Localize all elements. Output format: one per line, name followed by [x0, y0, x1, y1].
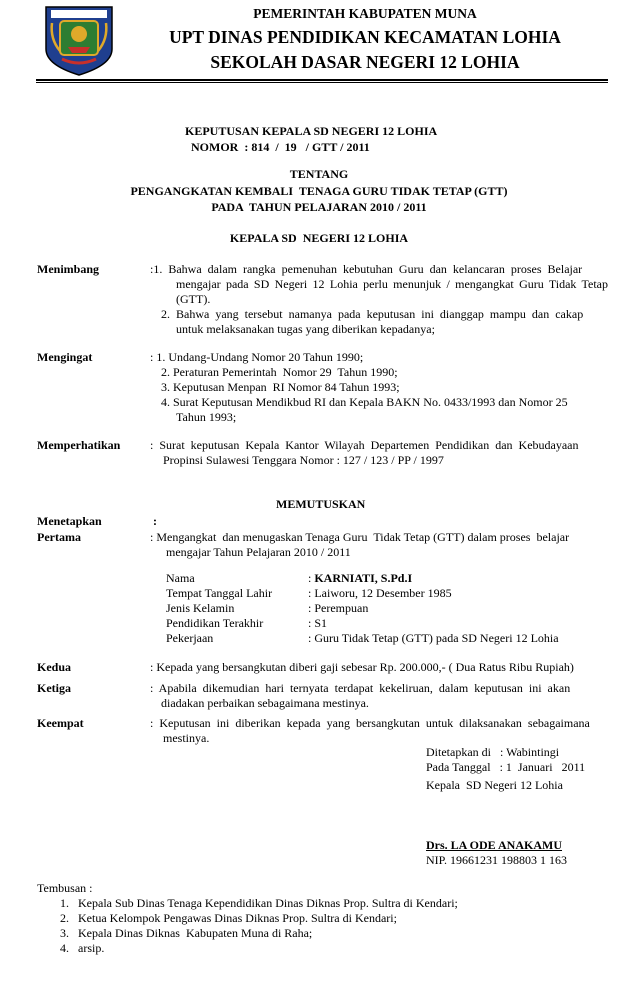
memperhatikan-text: : Surat keputusan Kepala Kantor Wilayah Departemen Pendidikan dan Kebudayaan [150, 438, 579, 452]
keempat-text: : Keputusan ini diberikan kepada yang bersangkutan untuk dilaksanakan sebagaimana [150, 716, 590, 730]
ketiga-label: Ketiga [37, 681, 71, 695]
memutuskan-heading: MEMUTUSKAN [276, 497, 366, 511]
ketiga-text-cont: diadakan perbaikan sebagaimana mestinya. [161, 696, 369, 710]
menimbang-item-2: 2. Bahwa yang tersebut namanya pada keputusan ini dianggap mampu dan cakap [161, 307, 584, 321]
menimbang-item-2-cont: untuk melaksanakan tugas yang diberikan kepadanya; [176, 322, 435, 336]
pendidikan-label: Pendidikan Terakhir [166, 616, 264, 630]
tembusan-item: 3. Kepala Dinas Diknas Kabupaten Muna di Raha; [60, 926, 313, 940]
header-government: PEMERINTAH KABUPATEN MUNA [253, 6, 477, 21]
signature-place: Ditetapkan di : Wabintingi [426, 745, 560, 759]
mengingat-item-1: : 1. Undang-Undang Nomor 20 Tahun 1990; [150, 350, 364, 364]
pekerjaan-label: Pekerjaan [166, 631, 214, 645]
menetapkan-colon: : [153, 514, 157, 528]
tembusan-item: 2. Ketua Kelompok Pengawas Dinas Diknas Prop. Sultra di Kendari; [60, 911, 397, 925]
signatory-nip: NIP. 19661231 198803 1 163 [426, 853, 568, 867]
subject-line-2: PADA TAHUN PELAJARAN 2010 / 2011 [211, 200, 427, 214]
tembusan-item: 1. Kepala Sub Dinas Tenaga Kependidikan Dinas Diknas Prop. Sultra di Kendari; [60, 896, 458, 910]
header-divider-thin [36, 82, 608, 83]
keempat-label: Keempat [37, 716, 84, 730]
pendidikan-value: : S1 [308, 616, 328, 630]
mengingat-item-4: 4. Surat Keputusan Mendikbud RI dan Kepala BAKN No. 0433/1993 dan Nomor 25 [161, 395, 568, 409]
subject-line-1: PENGANGKATAN KEMBALI TENAGA GURU TIDAK TETAP (GTT) [130, 184, 508, 198]
menimbang-item-1: :1. Bahwa dalam rangka pemenuhan kebutuhan Guru dan kelancaran proses Belajar [150, 262, 583, 276]
mengingat-label: Mengingat [37, 350, 93, 364]
kedua-label: Kedua [37, 660, 72, 674]
tembusan-label: Tembusan : [37, 881, 93, 895]
decree-number: NOMOR : 814 / 19 / GTT / 2011 [191, 140, 370, 154]
jk-label: Jenis Kelamin [166, 601, 235, 615]
header-office: UPT DINAS PENDIDIKAN KECAMATAN LOHIA [169, 27, 561, 47]
tembusan-item: 4. arsip. [60, 941, 105, 955]
kedua-text: : Kepada yang bersangkutan diberi gaji sebesar Rp. 200.000,- ( Dua Ratus Ribu Rupiah) [150, 660, 574, 674]
header-divider [36, 79, 608, 81]
mengingat-item-4-cont: Tahun 1993; [176, 410, 237, 424]
memperhatikan-text-cont: Propinsi Sulawesi Tenggara Nomor : 127 / 123 / PP / 1997 [163, 453, 444, 467]
ttl-label: Tempat Tanggal Lahir [166, 586, 273, 600]
pertama-label: Pertama [37, 530, 81, 544]
ttl-value: : Laiworu, 12 Desember 1985 [308, 586, 452, 600]
signatory-name: Drs. LA ODE ANAKAMU [426, 838, 563, 852]
decree-title: KEPUTUSAN KEPALA SD NEGERI 12 LOHIA [185, 124, 438, 138]
mengingat-item-2: 2. Peraturan Pemerintah Nomor 29 Tahun 1990; [161, 365, 398, 379]
nama-label: Nama [166, 571, 195, 585]
signature-date: Pada Tanggal : 1 Januari 2011 [426, 760, 586, 774]
menimbang-item-1-cont: mengajar pada SD Negeri 12 Lohia perlu menunjuk / mengangkat Guru Tidak Tetap (GTT). [176, 277, 608, 306]
ketiga-text: : Apabila dikemudian hari ternyata terdapat kekeliruan, dalam keputusan ini akan [150, 681, 571, 695]
muna-regency-logo [38, 3, 120, 77]
jk-value: : Perempuan [308, 601, 369, 615]
pertama-text: : Mengangkat dan menugaskan Tenaga Guru Tidak Tetap (GTT) dalam proses belajar [150, 530, 570, 544]
pertama-text-cont: mengajar Tahun Pelajaran 2010 / 2011 [166, 545, 351, 559]
keempat-text-cont: mestinya. [163, 731, 210, 745]
mengingat-item-3: 3. Keputusan Menpan RI Nomor 84 Tahun 1993; [161, 380, 400, 394]
nama-value: : KARNIATI, S.Pd.I [308, 571, 413, 585]
issuer-heading: KEPALA SD NEGERI 12 LOHIA [229, 231, 409, 245]
header-school: SEKOLAH DASAR NEGERI 12 LOHIA [210, 52, 520, 72]
memperhatikan-label: Memperhatikan [37, 438, 121, 452]
signature-position: Kepala SD Negeri 12 Lohia [426, 778, 563, 792]
pekerjaan-value: : Guru Tidak Tetap (GTT) pada SD Negeri 12 Lohia [308, 631, 559, 645]
tentang-heading: TENTANG [289, 167, 349, 181]
menimbang-label: Menimbang [37, 262, 100, 276]
menetapkan-label: Menetapkan [37, 514, 102, 528]
